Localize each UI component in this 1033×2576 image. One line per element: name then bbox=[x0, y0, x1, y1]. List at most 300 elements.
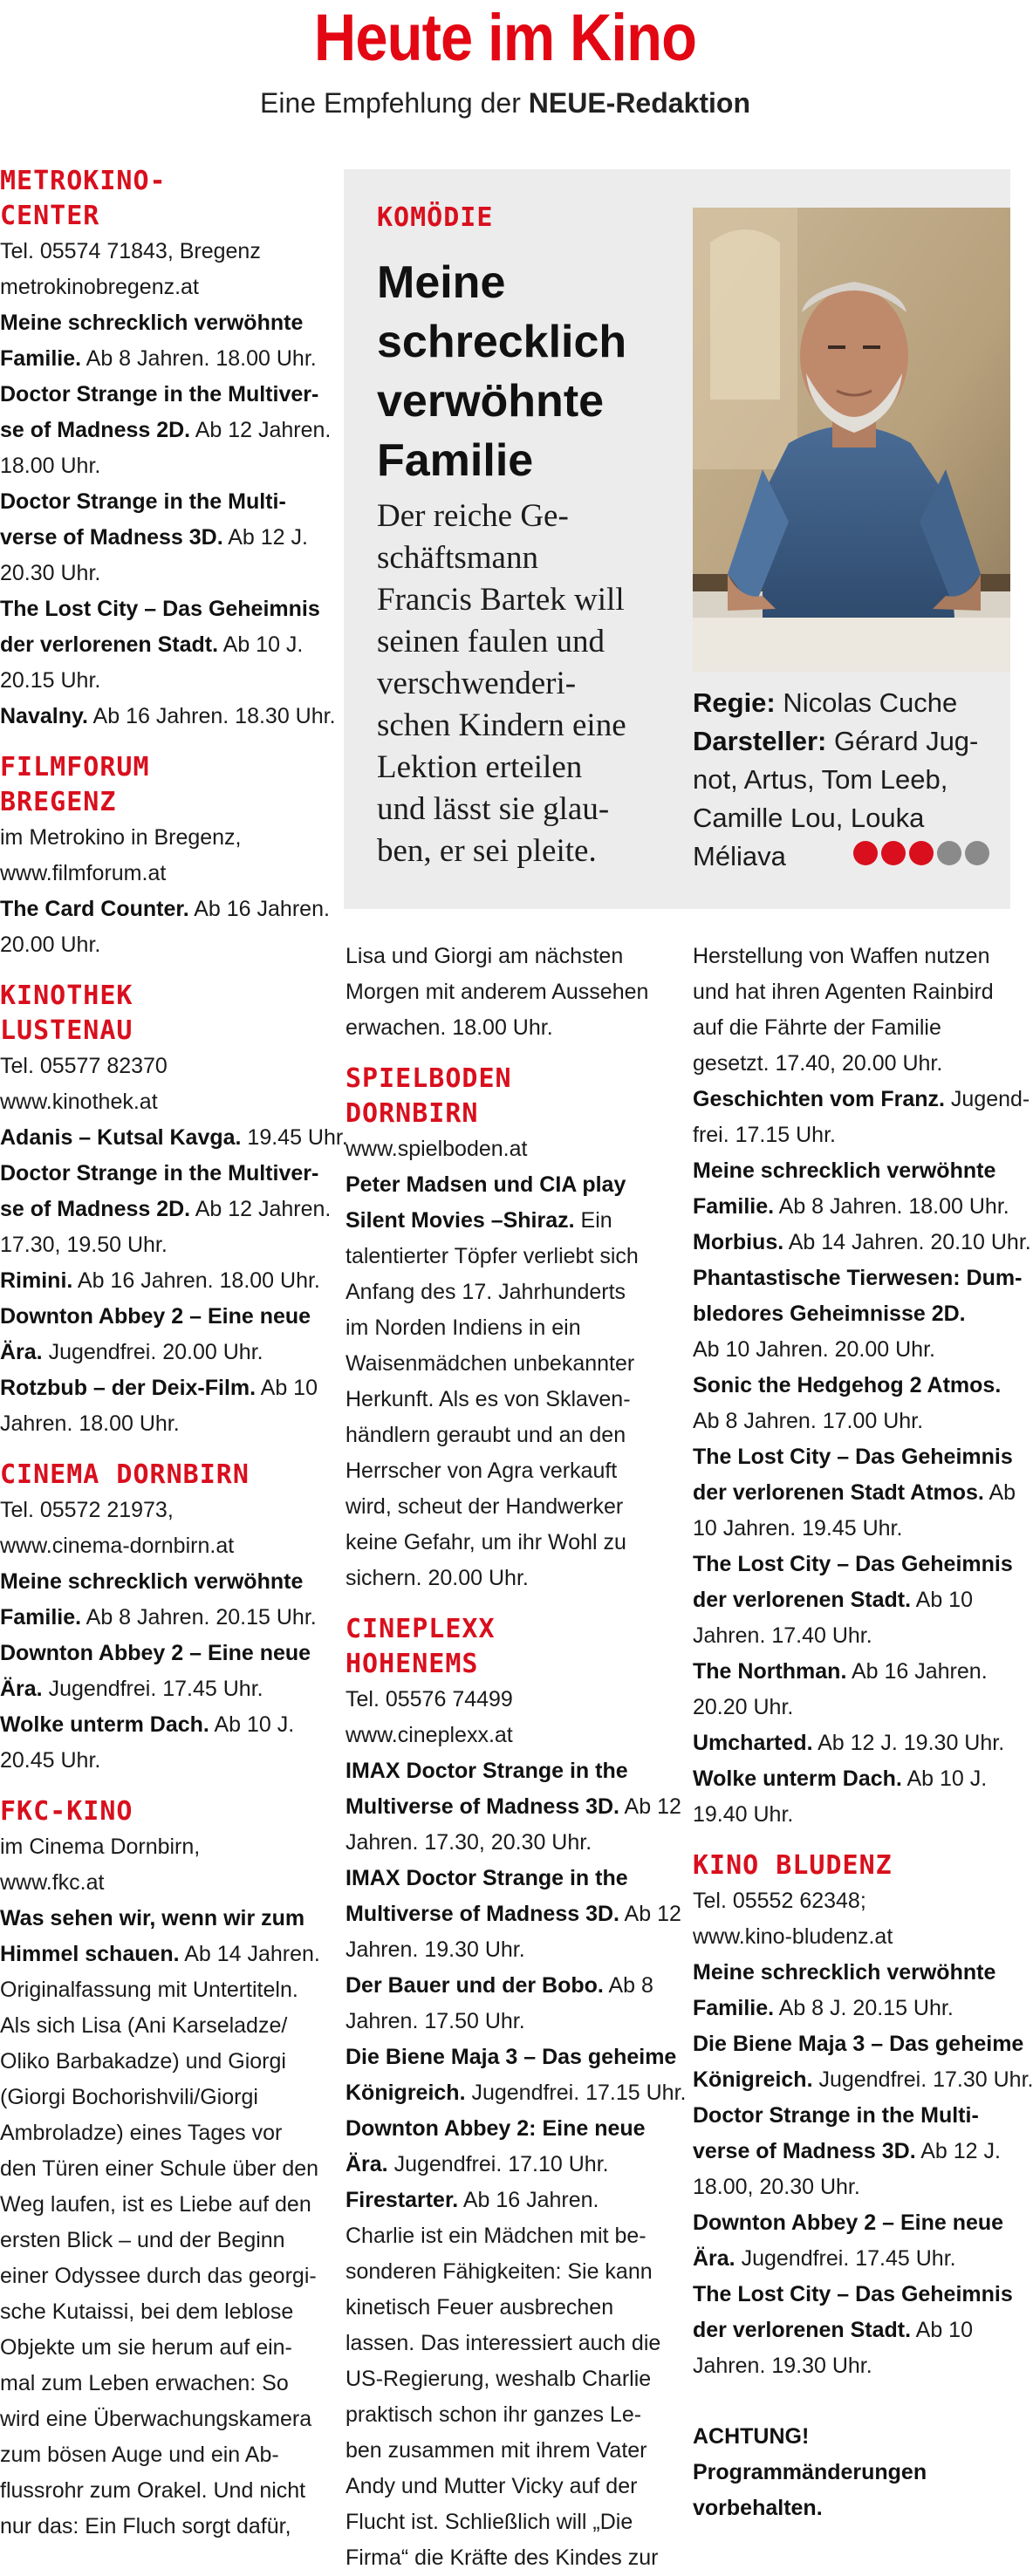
listing-text: Ab 8 bbox=[603, 1973, 653, 1998]
listing-line bbox=[345, 1239, 661, 1274]
rating-dot-filled bbox=[881, 841, 906, 865]
listing-line bbox=[693, 1082, 1030, 1117]
listing-text: 18.00 Uhr. bbox=[0, 454, 101, 478]
listing-text: Tel. 05576 74499 bbox=[345, 1687, 513, 1712]
listing-text: Tel. 05552 62348; bbox=[693, 1889, 866, 1913]
listing-line bbox=[693, 1761, 1010, 1797]
listing-line bbox=[345, 2361, 661, 2397]
listing-line bbox=[345, 1010, 661, 1046]
feature-title-line: Familie bbox=[377, 435, 534, 486]
film-title: Adanis – Kutsal Kavga. bbox=[0, 1125, 242, 1150]
listing-line bbox=[0, 1227, 316, 1263]
listing-text: gesetzt. 17.40, 20.00 Uhr. bbox=[693, 1051, 943, 1076]
feature-desc-line: ben, er sei pleite. bbox=[377, 833, 597, 869]
listing-text: frei. 17.15 Uhr. bbox=[693, 1123, 836, 1147]
listing-line bbox=[345, 1968, 661, 2004]
listing-line bbox=[693, 2062, 1033, 2098]
listing-line bbox=[345, 1203, 661, 1239]
listing-line bbox=[0, 2402, 316, 2437]
listing-line bbox=[0, 856, 316, 892]
listing-line bbox=[0, 1370, 316, 1406]
listing-text: www.cineplexx.at bbox=[345, 1723, 513, 1747]
director-label: Regie: bbox=[693, 687, 776, 718]
listing-text: Ab 10 J. bbox=[901, 1766, 988, 1791]
cinema-name: LUSTENAU bbox=[0, 1015, 133, 1046]
listing-text: Originalfassung mit Untertiteln. bbox=[0, 1978, 298, 2002]
listing-text: Ab 10 J. bbox=[209, 1712, 295, 1737]
listing-line bbox=[693, 2098, 1010, 2134]
film-title: Meine schrecklich verwöhnte bbox=[0, 1569, 304, 1594]
listing-text: Ab 12 J. bbox=[915, 2139, 1001, 2163]
listing-line bbox=[0, 1564, 316, 1600]
listing-text: Ab 8 Jahren. 18.00 Uhr. bbox=[774, 1194, 1009, 1219]
cinema-name: BREGENZ bbox=[0, 787, 117, 817]
listing-line bbox=[693, 2026, 1024, 2062]
listing-line bbox=[0, 2008, 316, 2044]
cinema-cineplexx bbox=[345, 1612, 687, 2576]
listing-text: Ab 16 Jahren. bbox=[188, 897, 330, 921]
listing-line bbox=[0, 2294, 316, 2330]
film-title: Ära. bbox=[0, 1677, 43, 1701]
listing-text: Jahren. 19.30 Uhr. bbox=[693, 2354, 872, 2378]
cast-line: Camille Lou, Louka bbox=[693, 803, 925, 833]
director-name: Nicolas Cuche bbox=[775, 687, 958, 718]
cinema-name: CINEMA DORNBIRN bbox=[0, 1459, 250, 1490]
listing-line bbox=[345, 1418, 661, 1453]
listing-text: zum bösen Auge und ein Ab- bbox=[0, 2443, 279, 2467]
continued-text bbox=[345, 939, 661, 1046]
listing-line bbox=[345, 1789, 681, 1825]
listing-line bbox=[345, 1682, 661, 1718]
film-title: The Lost City – Das Geheimnis bbox=[0, 597, 320, 621]
rating-dots bbox=[853, 839, 1002, 867]
listing-line bbox=[0, 1829, 316, 1865]
listing-line bbox=[345, 2004, 661, 2040]
cinema-name: DORNBIRN bbox=[345, 1098, 479, 1129]
listing-line bbox=[345, 2433, 661, 2469]
listing-line bbox=[693, 2241, 1010, 2277]
film-title: Familie. bbox=[0, 1605, 82, 1630]
film-title: Downton Abbey 2 – Eine neue bbox=[0, 1641, 311, 1665]
listing-line bbox=[0, 341, 316, 377]
listing-line bbox=[345, 2218, 661, 2254]
cast-line: not, Artus, Tom Leeb, bbox=[693, 764, 948, 795]
listing-line bbox=[0, 1528, 316, 1564]
cinema-name: KINO BLUDENZ bbox=[693, 1850, 893, 1881]
feature-desc-line: und lässt sie glau- bbox=[377, 791, 610, 827]
listing-line bbox=[0, 591, 320, 627]
subtitle-prefix: Eine Empfehlung der bbox=[260, 87, 529, 119]
listing-line bbox=[345, 1489, 661, 1525]
listing-text: Jugend- bbox=[944, 1087, 1030, 1111]
listing-text: Anfang des 17. Jahrhunderts bbox=[345, 1280, 626, 1304]
listing-text: talentierter Töpfer verliebt sich bbox=[345, 1244, 639, 1268]
listing-text: flussrohr zum Orakel. Und nicht bbox=[0, 2478, 306, 2503]
listing-line bbox=[693, 2348, 1010, 2384]
listing-line bbox=[0, 1156, 319, 1192]
column-2 bbox=[345, 939, 687, 2576]
listing-text: kinetisch Feuer ausbrechen bbox=[345, 2295, 614, 2320]
film-title: Multiverse of Madness 3D. bbox=[345, 1794, 619, 1819]
listing-text: ben zusammen mit ihrem Vater bbox=[345, 2438, 647, 2463]
listing-text: www.spielboden.at bbox=[345, 1137, 528, 1161]
film-title: verse of Madness 3D. bbox=[0, 525, 223, 550]
film-title: Morbius. bbox=[693, 1230, 784, 1254]
listing-text: Herkunft. Als es von Sklaven- bbox=[345, 1387, 631, 1411]
listing-line bbox=[693, 1404, 1010, 1439]
listing-text: Ab 12 Jahren. bbox=[190, 1197, 332, 1221]
listing-line bbox=[345, 1932, 661, 1968]
listing-line bbox=[345, 1861, 661, 1896]
cinema-name: HOHENEMS bbox=[345, 1649, 479, 1679]
listing-text: sche Kutaissi, bei dem leblose bbox=[0, 2299, 294, 2324]
listing-text: 18.00, 20.30 Uhr. bbox=[693, 2175, 860, 2199]
page-subtitle bbox=[0, 85, 1010, 120]
listing-line bbox=[0, 270, 316, 305]
listing-line bbox=[0, 699, 336, 735]
cinema-metrokino bbox=[0, 164, 336, 735]
listing-line bbox=[345, 974, 661, 1010]
listing-line bbox=[345, 1825, 661, 1861]
listing-line bbox=[0, 556, 316, 591]
listing-line bbox=[0, 305, 316, 341]
cinema-fkc bbox=[0, 1794, 320, 2545]
cinema-filmforum bbox=[0, 750, 330, 963]
listing-line bbox=[0, 1865, 316, 1901]
listing-text: Tel. 05577 82370 bbox=[0, 1054, 168, 1078]
listing-text: keine Gefahr, um ihr Wohl zu bbox=[345, 1530, 626, 1554]
listing-text: Jugendfrei. 17.10 Uhr. bbox=[387, 2152, 609, 2176]
listing-line bbox=[0, 2223, 316, 2258]
listing-text: Ab 12 J. 19.30 Uhr. bbox=[812, 1731, 1005, 1755]
listing-line bbox=[0, 927, 316, 963]
rating-dot-filled bbox=[853, 841, 878, 865]
film-title: der verlorenen Stadt. bbox=[693, 1588, 912, 1612]
listing-text: wird eine Überwachungskamera bbox=[0, 2407, 312, 2431]
listing-text: im Norden Indiens in ein bbox=[345, 1315, 581, 1340]
film-title: bledores Geheimnisse 2D. bbox=[693, 1302, 966, 1326]
listing-text: Oliko Barbakadze) und Giorgi bbox=[0, 2049, 286, 2074]
listing-line bbox=[345, 1346, 661, 1382]
film-title: IMAX Doctor Strange in the bbox=[345, 1866, 628, 1890]
film-title: The Lost City – Das Geheimnis bbox=[693, 1552, 1013, 1576]
listing-text: Ein bbox=[574, 1208, 612, 1233]
listing-line bbox=[0, 1636, 316, 1671]
listing-line bbox=[0, 413, 332, 448]
listing-line bbox=[0, 1120, 348, 1156]
listing-text: (Giorgi Bochorishvili/Giorgi bbox=[0, 2085, 258, 2109]
listing-text: im Metrokino in Bregenz, bbox=[0, 825, 242, 850]
listing-line bbox=[0, 892, 330, 927]
film-title: Downton Abbey 2 – Eine neue bbox=[693, 2210, 1004, 2235]
listing-line bbox=[693, 2313, 1010, 2348]
cast-line: Méliava bbox=[693, 841, 786, 871]
listing-text: metrokinobregenz.at bbox=[0, 275, 199, 299]
film-title: Multiverse of Madness 3D. bbox=[345, 1902, 619, 1926]
listing-line bbox=[693, 1296, 1010, 1332]
film-title: Meine schrecklich verwöhnte bbox=[693, 1158, 996, 1183]
listing-text: mal zum Leben erwachen: So bbox=[0, 2371, 289, 2395]
listing-line bbox=[345, 1753, 661, 1789]
cinema-name: CENTER bbox=[0, 201, 100, 231]
listing-text: Ambroladze) eines Tages vor bbox=[0, 2121, 283, 2145]
listing-text: Ab 8 Jahren. 18.00 Uhr. bbox=[81, 346, 317, 371]
listing-line bbox=[345, 2075, 687, 2111]
listing-line bbox=[0, 2187, 316, 2223]
listing-line bbox=[0, 1493, 316, 1528]
listing-text: 20.00 Uhr. bbox=[0, 933, 101, 957]
feature-title bbox=[377, 253, 691, 490]
actor-photo-image bbox=[693, 208, 1010, 672]
listing-text: 10 Jahren. 19.45 Uhr. bbox=[693, 1516, 903, 1541]
listing-line bbox=[693, 1725, 1010, 1761]
listing-line bbox=[0, 2258, 316, 2294]
listing-text: 20.30 Uhr. bbox=[0, 561, 101, 585]
film-title: Ära. bbox=[693, 2246, 735, 2271]
film-title: Navalny. bbox=[0, 704, 88, 728]
page-title: Heute im Kino bbox=[313, 1, 697, 75]
listing-line bbox=[0, 820, 316, 856]
listing-line bbox=[693, 1991, 1010, 2026]
feature-desc-line: Francis Bartek will bbox=[377, 582, 625, 618]
listing-text: Ab 10 bbox=[256, 1376, 318, 1400]
listing-text: Ab 16 Jahren. bbox=[458, 2188, 599, 2212]
listing-line bbox=[0, 484, 316, 520]
listing-text: Jugendfrei. 17.45 Uhr. bbox=[42, 1677, 263, 1701]
feature-title-line: schrecklich bbox=[377, 317, 627, 367]
film-title: Königreich. bbox=[693, 2067, 813, 2092]
listing-line bbox=[345, 2254, 661, 2290]
listing-text: nur das: Ein Fluch sorgt dafür, bbox=[0, 2514, 291, 2538]
listing-text: Ab 8 Jahren. 20.15 Uhr. bbox=[81, 1605, 317, 1630]
film-title: Königreich. bbox=[345, 2081, 466, 2105]
listing-line bbox=[0, 1049, 316, 1084]
listing-text: Jahren. 18.00 Uhr. bbox=[0, 1411, 180, 1436]
listing-text: Ab 12 bbox=[619, 1902, 681, 1926]
listing-text: Andy und Mutter Vicky auf der bbox=[345, 2474, 638, 2498]
film-title: Silent Movies –Shiraz. bbox=[345, 1208, 575, 1233]
listing-text: den Türen einer Schule über den bbox=[0, 2156, 319, 2181]
film-title: Phantastische Tierwesen: Dum- bbox=[693, 1266, 1023, 1290]
listing-line bbox=[0, 234, 316, 270]
film-title: Downton Abbey 2: Eine neue bbox=[345, 2116, 646, 2141]
listing-line bbox=[693, 1955, 1010, 1991]
listing-text: einer Odyssee durch das georgi- bbox=[0, 2264, 317, 2288]
listing-line bbox=[0, 2330, 316, 2366]
film-title: se of Madness 2D. bbox=[0, 1197, 191, 1221]
cinema-name: CINEPLEXX bbox=[345, 1614, 496, 1644]
listing-text: Herstellung von Waffen nutzen bbox=[693, 944, 990, 968]
listing-line bbox=[693, 974, 1010, 1010]
film-title: Geschichten vom Franz. bbox=[693, 1087, 945, 1111]
film-title: The Card Counter. bbox=[0, 897, 189, 921]
listing-text: www.kinothek.at bbox=[0, 1090, 158, 1114]
listing-line bbox=[693, 939, 1010, 974]
listing-text: sonderen Fähigkeiten: Sie kann bbox=[345, 2259, 653, 2284]
listing-text: Charlie ist ein Mädchen mit be- bbox=[345, 2224, 646, 2248]
listing-line bbox=[0, 2509, 316, 2545]
listing-line bbox=[693, 1511, 1010, 1547]
listing-text: händlern geraubt und an den bbox=[345, 1423, 626, 1447]
continued-listings bbox=[693, 939, 1031, 1833]
film-title: Meine schrecklich verwöhnte bbox=[0, 311, 304, 335]
cinema-name: SPIELBODEN bbox=[345, 1063, 512, 1094]
listing-line bbox=[0, 1972, 316, 2008]
cinema-spielboden bbox=[345, 1062, 661, 1596]
listing-line bbox=[345, 2504, 661, 2540]
listing-line bbox=[345, 2183, 661, 2218]
listing-text: Ab 14 Jahren. bbox=[179, 1942, 320, 1966]
cinema-bludenz bbox=[693, 1848, 1033, 2384]
listing-line bbox=[693, 1332, 1010, 1368]
listing-line bbox=[0, 1335, 316, 1370]
listing-line bbox=[345, 939, 661, 974]
listing-text: im Cinema Dornbirn, bbox=[0, 1835, 201, 1859]
feature-desc-line: seinen faulen und bbox=[377, 624, 605, 659]
listing-line bbox=[693, 1690, 1010, 1725]
listing-line bbox=[693, 1261, 1023, 1296]
rating-dot-filled bbox=[909, 841, 934, 865]
listing-line bbox=[345, 2469, 661, 2504]
listing-text: Ab 8 Jahren. 17.00 Uhr. bbox=[693, 1409, 924, 1433]
listing-line bbox=[693, 1797, 1010, 1833]
film-title: Doctor Strange in the Multiver- bbox=[0, 1161, 319, 1186]
listing-text: www.fkc.at bbox=[0, 1870, 105, 1895]
listing-line bbox=[345, 1131, 661, 1167]
listing-text: www.kino-bludenz.at bbox=[693, 1924, 893, 1949]
listing-line bbox=[693, 1046, 1010, 1082]
listing-text: 20.15 Uhr. bbox=[0, 668, 101, 693]
feature-photo bbox=[693, 208, 1010, 672]
feature-desc-line: Lektion erteilen bbox=[377, 749, 583, 785]
cinema-name: FILMFORUM bbox=[0, 752, 150, 782]
listing-text: Ab 12 bbox=[619, 1794, 681, 1819]
listing-line bbox=[0, 520, 316, 556]
listing-line bbox=[693, 1189, 1010, 1225]
listing-line bbox=[345, 1453, 661, 1489]
listing-text: Jahren. 19.30 Uhr. bbox=[345, 1937, 525, 1962]
listing-line bbox=[693, 2205, 1010, 2241]
listing-text: 19.45 Uhr. bbox=[241, 1125, 348, 1150]
listing-line bbox=[693, 1654, 1010, 1690]
listing-line bbox=[693, 1153, 1010, 1189]
film-title: Umcharted. bbox=[693, 1731, 813, 1755]
listing-text: Jahren. 17.30, 20.30 Uhr. bbox=[345, 1830, 592, 1855]
listing-text: lassen. Das interessiert auch die bbox=[345, 2331, 661, 2355]
cinema-name: KINOTHEK bbox=[0, 981, 133, 1011]
listing-line bbox=[0, 2080, 316, 2115]
feature-desc-line: schäftsmann bbox=[377, 540, 538, 576]
listing-text: Tel. 05574 71843, Bregenz bbox=[0, 239, 261, 263]
listing-text: Jugendfrei. 17.45 Uhr. bbox=[735, 2246, 956, 2271]
film-title: Sonic the Hedgehog 2 Atmos. bbox=[693, 1373, 1002, 1397]
listing-text: Ab 10 Jahren. 20.00 Uhr. bbox=[693, 1337, 935, 1362]
cast-names: Gérard Jug- bbox=[826, 726, 979, 756]
listing-text: 19.40 Uhr. bbox=[693, 1802, 794, 1827]
listing-text: Ab 16 Jahren. 18.00 Uhr. bbox=[72, 1268, 320, 1293]
listing-text: 17.30, 19.50 Uhr. bbox=[0, 1233, 168, 1257]
listing-text: auf die Fährte der Familie bbox=[693, 1015, 941, 1040]
notice-line: ACHTUNG! bbox=[693, 2424, 810, 2449]
listing-line bbox=[345, 1274, 661, 1310]
listing-line bbox=[693, 1475, 1016, 1511]
listing-line bbox=[345, 2111, 661, 2147]
listing-text: Jugendfrei. 20.00 Uhr. bbox=[42, 1340, 263, 1364]
feature-category: KOMÖDIE bbox=[377, 202, 494, 233]
listing-text: 20.20 Uhr. bbox=[693, 1695, 794, 1719]
film-title: Ära. bbox=[0, 1340, 43, 1364]
film-title: Die Biene Maja 3 – Das geheime bbox=[345, 2045, 677, 2069]
cast-line bbox=[693, 722, 1010, 761]
film-title: Familie. bbox=[0, 346, 82, 371]
listing-text: Ab 16 Jahren. 18.30 Uhr. bbox=[87, 704, 336, 728]
listing-line bbox=[693, 1010, 1010, 1046]
cinema-name: METROKINO- bbox=[0, 166, 167, 196]
listing-text: sichern. 20.00 Uhr. bbox=[345, 1566, 529, 1590]
listing-text: wird, scheut der Handwerker bbox=[345, 1494, 624, 1519]
listing-line bbox=[0, 1671, 316, 1707]
listing-text: Jugendfrei. 17.30 Uhr. bbox=[812, 2067, 1033, 2092]
feature-title-line: verwöhnte bbox=[377, 376, 605, 427]
listing-line bbox=[0, 1901, 316, 1937]
listing-line bbox=[345, 1310, 661, 1346]
listing-text: Ab 10 bbox=[911, 2318, 973, 2342]
column-1 bbox=[0, 164, 348, 2545]
film-title: Wolke unterm Dach. bbox=[693, 1766, 902, 1791]
film-title: der verlorenen Stadt Atmos. bbox=[693, 1480, 984, 1505]
director-line bbox=[693, 684, 1010, 722]
listing-text: Waisenmädchen unbekannter bbox=[345, 1351, 635, 1376]
listing-line bbox=[0, 2044, 316, 2080]
listing-line bbox=[345, 1896, 681, 1932]
listing-line bbox=[345, 2326, 661, 2361]
film-title: Doctor Strange in the Multi- bbox=[0, 489, 286, 514]
notice-line: vorbehalten. bbox=[693, 2496, 823, 2520]
listing-text: Jugendfrei. 17.15 Uhr. bbox=[465, 2081, 687, 2105]
film-title: Doctor Strange in the Multi- bbox=[693, 2103, 979, 2128]
listing-line bbox=[0, 1707, 316, 1743]
film-title: Firestarter. bbox=[345, 2188, 459, 2212]
listing-line bbox=[0, 663, 316, 699]
listing-text: Tel. 05572 21973, bbox=[0, 1498, 174, 1522]
listing-line bbox=[693, 1225, 1031, 1261]
listing-text: und hat ihren Agenten Rainbird bbox=[693, 980, 994, 1004]
listing-line bbox=[0, 377, 319, 413]
notice-line: Programmänderungen bbox=[693, 2460, 927, 2484]
cast-label: Darsteller: bbox=[693, 726, 827, 756]
listing-line bbox=[693, 1618, 1010, 1654]
listing-text: Weg laufen, ist es Liebe auf den bbox=[0, 2192, 311, 2217]
listing-line bbox=[0, 2473, 316, 2509]
listing-text: Jahren. 17.40 Uhr. bbox=[693, 1623, 872, 1648]
listing-line bbox=[0, 1192, 332, 1227]
listing-line bbox=[0, 2366, 316, 2402]
listing-line bbox=[693, 1582, 1010, 1618]
listing-line bbox=[0, 627, 316, 663]
listing-text: www.cinema-dornbirn.at bbox=[0, 1534, 235, 1558]
film-title: Familie. bbox=[693, 1194, 775, 1219]
listing-text: Lisa und Giorgi am nächsten bbox=[345, 944, 624, 968]
listing-text: Ab 12 J. bbox=[222, 525, 308, 550]
listing-line bbox=[345, 2290, 661, 2326]
listing-text: Ab 10 J. bbox=[218, 632, 304, 657]
film-title: Familie. bbox=[693, 1996, 775, 2020]
column-3 bbox=[693, 939, 1033, 2526]
listing-line bbox=[0, 2437, 316, 2473]
cinema-kinothek bbox=[0, 979, 348, 1442]
film-title: Was sehen wir, wenn wir zum bbox=[0, 1906, 305, 1930]
listing-line bbox=[345, 2040, 677, 2075]
